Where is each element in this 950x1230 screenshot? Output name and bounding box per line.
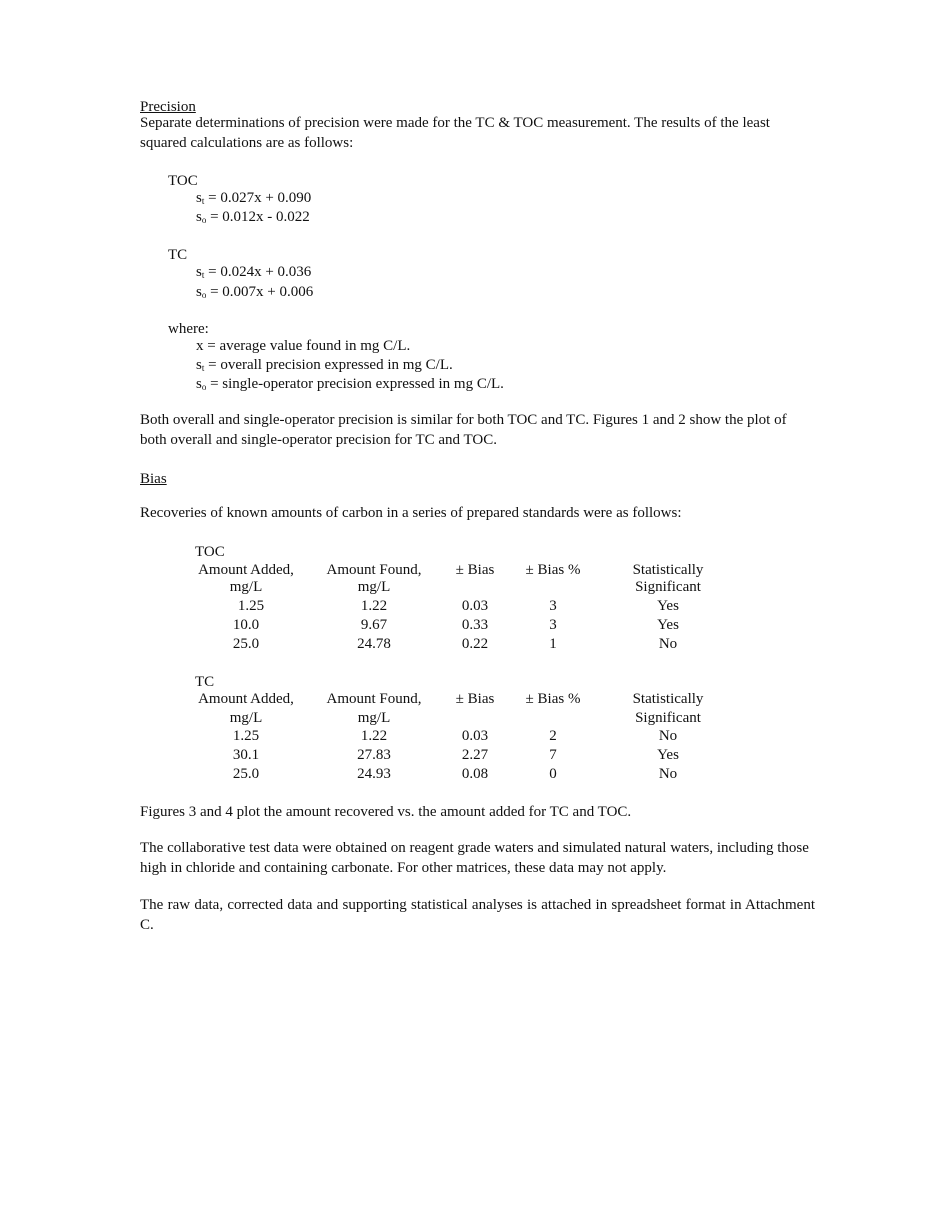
- column-header-amount-found-unit: mg/L: [357, 710, 391, 726]
- cell-amount-found: 1.22: [360, 728, 388, 744]
- cell-bias-percent: 3: [549, 598, 557, 614]
- column-header-amount-added-unit: mg/L: [229, 710, 263, 726]
- tc-st-equation: $s_t = 0.024x + 0.036$: [196, 264, 312, 280]
- tc-so-equation: $s_o = 0.007x + 0.006$: [196, 284, 314, 300]
- precision-intro: Separate determinations of precision were made for the TC & TOC measurement. The results of the least squared calculations are as follows:: [140, 115, 770, 151]
- precision-summary: Both overall and single-operator precision is similar for both TOC and TC. Figures 1 and 2 show the plot of both overall and single-operator precision for TC and TOC.: [140, 412, 787, 448]
- column-header-bias-percent: ± Bias %: [525, 562, 581, 578]
- cell-significant: Yes: [657, 598, 679, 614]
- cell-significant: Yes: [657, 747, 679, 763]
- definition-so: $s_o$ = single-operator precision expressed in mg C/L.: [196, 376, 504, 392]
- toc-so-equation: $s_o = 0.012x - 0.022$: [196, 209, 310, 225]
- where-label: where:: [168, 321, 209, 337]
- column-header-significant: Significant: [635, 710, 701, 726]
- bias-intro: Recoveries of known amounts of carbon in a series of prepared standards were as follows:: [140, 505, 682, 521]
- cell-bias-percent: 1: [549, 636, 557, 652]
- applicability-paragraph: The collaborative test data were obtained on reagent grade waters and simulated natural waters, including those high in chloride and containing carbonate. For other matrices, these data may not apply.: [140, 840, 809, 876]
- column-header-statistically: Statistically: [632, 562, 704, 578]
- cell-bias-percent: 3: [549, 617, 557, 633]
- definition-x: x = average value found in mg C/L.: [196, 338, 411, 354]
- cell-amount-found: 9.67: [360, 617, 388, 633]
- cell-amount-added: 1.25: [237, 598, 265, 614]
- column-header-amount-found-unit: mg/L: [357, 579, 391, 595]
- cell-bias: 0.03: [461, 728, 489, 744]
- figures-note: Figures 3 and 4 plot the amount recovered vs. the amount added for TC and TOC.: [140, 804, 632, 820]
- tc-equations-label: TC: [168, 247, 188, 263]
- cell-amount-found: 24.78: [357, 636, 391, 652]
- cell-bias-percent: 7: [549, 747, 557, 763]
- cell-significant: Yes: [657, 617, 679, 633]
- column-header-amount-added: Amount Added,: [198, 562, 294, 578]
- column-header-amount-added: Amount Added,: [198, 691, 294, 707]
- column-header-bias: ± Bias: [455, 562, 495, 578]
- definition-st: $s_t$ = overall precision expressed in mg C/L.: [196, 357, 453, 373]
- cell-bias-percent: 2: [549, 728, 557, 744]
- cell-amount-added: 10.0: [232, 617, 260, 633]
- cell-amount-found: 27.83: [357, 747, 391, 763]
- cell-bias: 2.27: [461, 747, 489, 763]
- toc-st-equation: $s_t = 0.027x + 0.090$: [196, 190, 312, 206]
- cell-amount-found: 1.22: [360, 598, 388, 614]
- column-header-bias-percent: ± Bias %: [525, 691, 581, 707]
- column-header-amount-added-unit: mg/L: [229, 579, 263, 595]
- column-header-bias: ± Bias: [455, 691, 495, 707]
- cell-amount-found: 24.93: [357, 766, 391, 782]
- precision-heading: Precision: [140, 99, 196, 115]
- cell-significant: No: [658, 766, 678, 782]
- cell-significant: No: [658, 728, 678, 744]
- cell-bias: 0.33: [461, 617, 489, 633]
- attachment-paragraph: The raw data, corrected data and supporting statistical analyses is attached in spreadsheet format in Attachment C.: [140, 897, 815, 933]
- tc-table-label: TC: [195, 674, 215, 690]
- cell-bias-percent: 0: [549, 766, 557, 782]
- toc-equations-label: TOC: [168, 173, 198, 189]
- column-header-statistically: Statistically: [632, 691, 704, 707]
- cell-amount-added: 25.0: [232, 636, 260, 652]
- bias-heading: Bias: [140, 471, 167, 487]
- toc-table-label: TOC: [195, 544, 225, 560]
- column-header-amount-found: Amount Found,: [326, 691, 422, 707]
- cell-significant: No: [658, 636, 678, 652]
- cell-amount-added: 30.1: [232, 747, 260, 763]
- column-header-amount-found: Amount Found,: [326, 562, 422, 578]
- cell-bias: 0.03: [461, 598, 489, 614]
- cell-bias: 0.08: [461, 766, 489, 782]
- cell-amount-added: 25.0: [232, 766, 260, 782]
- cell-bias: 0.22: [461, 636, 489, 652]
- cell-amount-added: 1.25: [232, 728, 260, 744]
- column-header-significant: Significant: [635, 579, 701, 595]
